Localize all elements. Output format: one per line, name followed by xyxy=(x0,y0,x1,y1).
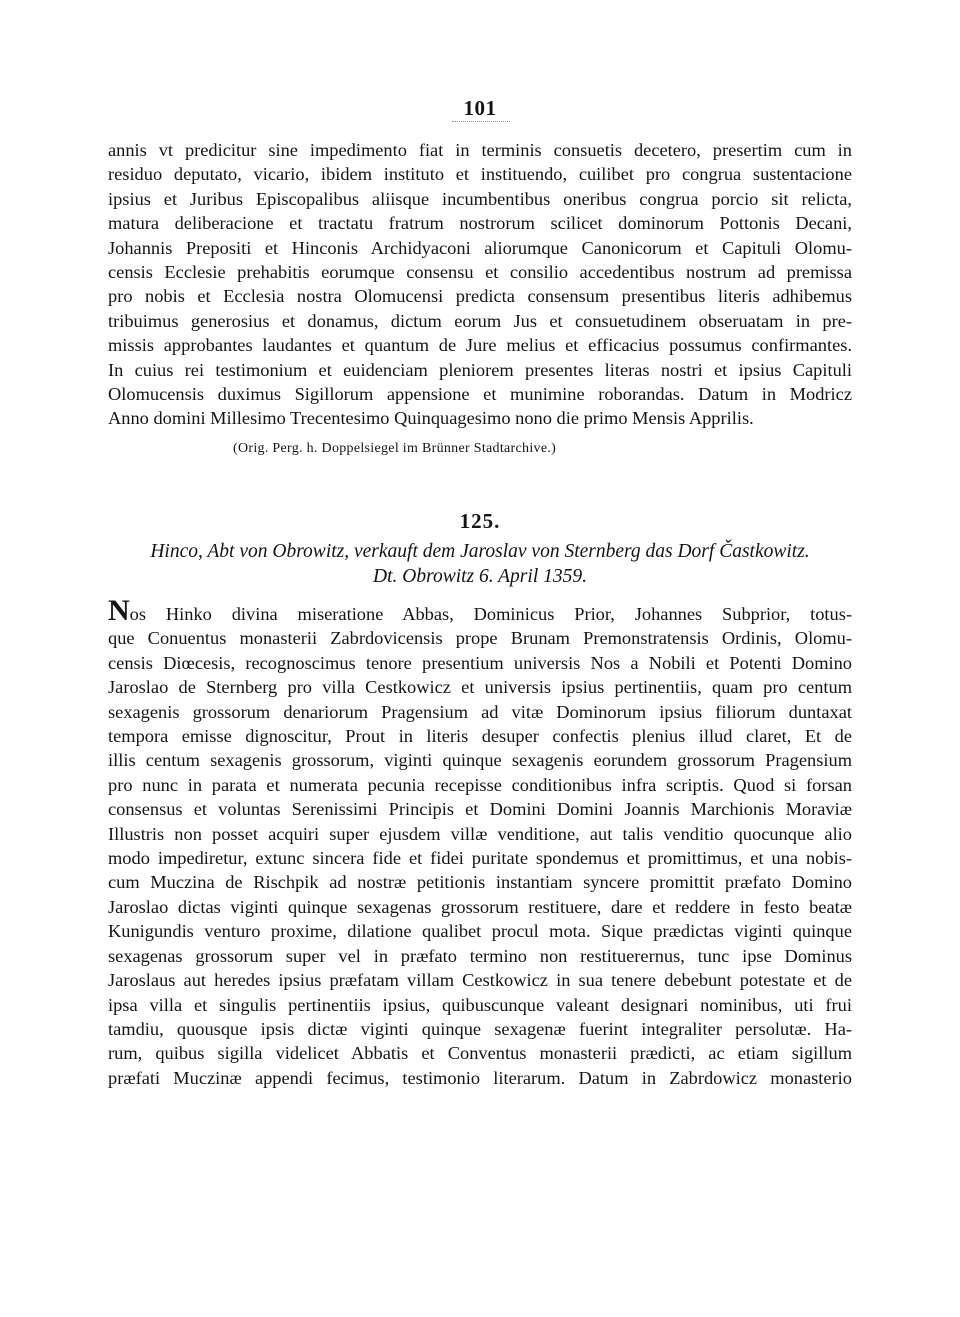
text-line: illis centum sexagenis grossorum, viginti quinque sexagenis eorundem grossorum Pragensium xyxy=(108,750,852,771)
drop-cap: N xyxy=(108,594,130,627)
charter-125-text xyxy=(108,594,852,1090)
text-line: Kunigundis venturo proxime, dilatione qualibet procul mota. Sique prædictas viginti quinque xyxy=(108,921,852,942)
page-number: 101 xyxy=(463,96,497,120)
text-line: que Conuentus monasterii Zabrdovicensis prope Brunam Premonstratensis Ordinis, Olomu- xyxy=(108,628,852,649)
text-line: residuo deputato, vicario, ibidem instituto et instituendo, cuilibet pro congrua sustentacione xyxy=(108,164,852,185)
text-line: consensus et voluntas Serenissimi Principis et Domini Domini Joannis Marchionis Moraviæ xyxy=(108,799,852,820)
text-line: Olomucensis duximus Sigillorum appensione et munimine roborandas. Datum in Modricz xyxy=(108,384,852,405)
text-line: pro nobis et Ecclesia nostra Olomucensi predicta consensum presentibus literis adhibemus xyxy=(108,286,852,307)
text-line: Jaroslao de Sternberg pro villa Cestkowicz et universis ipsius pertinentiis, quam pro centum xyxy=(108,677,852,698)
text-line-first xyxy=(108,594,852,627)
text-line: In cuius rei testimonium et euidenciam pleniorem presentes literas nostri et ipsius Capituli xyxy=(108,359,852,380)
text-line: annis vt predicitur sine impedimento fiat in terminis consuetis decetero, presertim cum in xyxy=(108,140,852,160)
text-line: ipsa villa et singulis pertinentiis ipsius, quibuscunque valeant designari nominibus, uti frui xyxy=(108,994,852,1015)
text-line: pro nunc in parata et numerata pecunia recepisse conditionibus infra scriptis. Quod si forsan xyxy=(108,774,852,795)
text-line: tamdiu, quousque ipsis dictæ viginti quinque sexagenæ fuerint integraliter persolutæ. Ha- xyxy=(108,1018,852,1039)
text-line: Johannis Prepositi et Hinconis Archidyaconi aliorumque Canonicorum et Capituli Olomu- xyxy=(108,237,852,258)
text-line: Anno domini Millesimo Trecentesimo Quinquagesimo nono die primo Mensis Apprilis. xyxy=(108,408,754,429)
text-line: tempora emisse dignoscitur, Prout in literis desuper confectis plenius illud claret, Et de xyxy=(108,726,852,747)
text-line: matura deliberacione et tractatu fratrum nostrorum scilicet dominorum Pottonis Decani, xyxy=(108,213,852,234)
text-line: Jaroslaus aut heredes ipsius præfatam villam Cestkowicz in sua tenere debebunt potestate et de xyxy=(108,970,852,991)
text-line: modo impediretur, extunc sincera fide et fidei puritate spondemus et promittimus, et una nobis- xyxy=(108,848,852,869)
text-line: sexagenas grossorum super vel in præfato termino non restituerernus, tunc ipse Dominus xyxy=(108,945,852,966)
text-line: tribuimus generosius et donamus, dictum eorum Jus et consuetudinem obseruatam in pre- xyxy=(108,310,852,331)
heading-summary: Hinco, Abt von Obrowitz, verkauft dem Jaroslav von Sternberg das Dorf Častkowitz. xyxy=(150,541,810,562)
text-line: missis approbantes laudantes et quantum de Jure melius et efficacius possumus confirmantes. xyxy=(108,335,852,356)
source-note: (Orig. Perg. h. Doppelsiegel im Brünner Stadtarchive.) xyxy=(233,441,557,456)
text-line: cum Muczina de Rischpik ad nostræ petitionis instantiam syncere promittit præfato Domino xyxy=(108,872,852,893)
page-number-rule xyxy=(452,121,510,122)
text-line: rum, quibus sigilla videlicet Abbatis et Conventus monasterii prædicti, ac etiam sigillum xyxy=(108,1043,852,1064)
text-line: ipsius et Juribus Episcopalibus aliisque incumbentibus oneribus congrua porcio sit relicta, xyxy=(108,188,852,209)
text-line: Illustris non posset acquiri super ejusdem villæ venditione, aut talis venditio quocunque alio xyxy=(108,823,852,844)
heading-date: Dt. Obrowitz 6. April 1359. xyxy=(373,566,587,587)
text-line: præfati Muczinæ appendi fecimus, testimonio literarum. Datum in Zabrdowicz monasterio xyxy=(108,1067,852,1088)
document-number: 125. xyxy=(459,509,501,533)
document-heading xyxy=(0,539,960,589)
text-line: Jaroslao dictas viginti quinque sexagenas grossorum restituere, dare et reddere in festo beatæ xyxy=(108,896,852,917)
text-line: censis Diœcesis, recognoscimus tenore presentium universis Nos a Nobili et Potenti Domino xyxy=(108,652,852,673)
text-line: censis Ecclesie prehabitis eorumque consensu et consilio accedentibus nostrum ad premissa xyxy=(108,262,852,283)
text-line: sexagenis grossorum denariorum Pragensium ad vitæ Dominorum ipsius filiorum duntaxat xyxy=(108,701,852,722)
charter-124-continuation xyxy=(108,138,852,431)
first-line-text: os Hinko divina miseratione Abbas, Dominicus Prior, Johannes Subprior, totus- xyxy=(129,604,852,624)
